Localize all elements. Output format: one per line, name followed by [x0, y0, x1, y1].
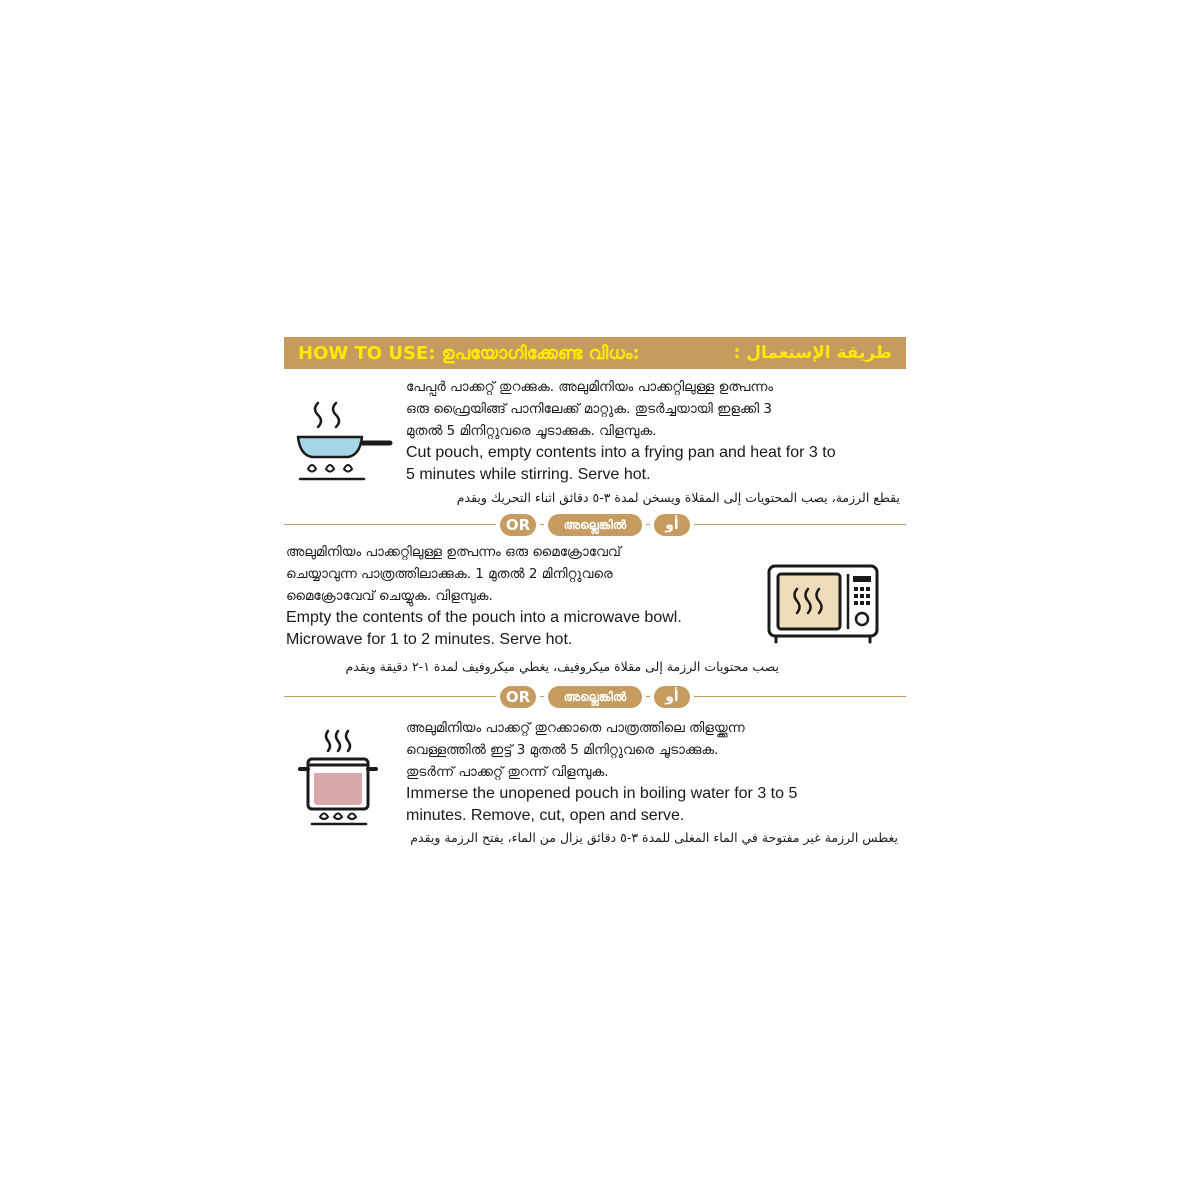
- method-1-en-line-2: 5 minutes while stirring. Serve hot.: [406, 466, 651, 483]
- or-pill-malayalam: അല്ലെങ്കിൽ: [548, 686, 642, 708]
- or-pill-arabic: أو: [654, 686, 690, 708]
- boiling-pot-icon: [294, 727, 384, 827]
- or-pill-malayalam: അല്ലെങ്കിൽ: [548, 514, 642, 536]
- method-2-ml-line-2: ചെയ്യാവുന്ന പാത്രത്തിലാക്കുക. 1 മുതൽ 2 മിനിറ്റുവരെ: [286, 566, 613, 582]
- method-1-text: [406, 376, 836, 486]
- header-title: HOW TO USE: ഉപയോഗിക്കേണ്ട വിധം:: [298, 342, 640, 364]
- method-2-arabic: يصب محتويات الرزمة إلى مقلاة ميكروفيف، يغطي ميكروفيف لمدة ١-٢ دقيقة ويقدم: [345, 659, 779, 674]
- or-pill-english: OR: [500, 514, 536, 536]
- method-1-ml-line-1: പേപ്പർ പാക്കറ്റ് തുറക്കുക. അലുമിനിയം പാക്കറ്റിലുള്ള ഉത്പന്നം: [406, 379, 774, 395]
- method-1-arabic: يقطع الرزمة، يصب المحتويات إلى المقلاة ويسخن لمدة ٣-٥ دقائق اثناء التحريك ويقدم: [456, 490, 900, 505]
- microwave-icon: [766, 563, 880, 645]
- method-2-ml-line-1: അലുമിനിയം പാക്കറ്റിലുള്ള ഉത്പന്നം ഒരു മൈക്രോവേവ്: [286, 544, 621, 560]
- method-1-ml-line-3: മുതൽ 5 മിനിറ്റുവരെ ചൂടാക്കുക. വിളമ്പുക.: [406, 423, 657, 439]
- method-3-ml-line-2: വെള്ളത്തിൽ ഇട്ട് 3 മുതൽ 5 മിനിറ്റുവരെ ചൂടാക്കുക.: [406, 742, 719, 758]
- method-2-ml-line-3: മൈക്രോവേവ് ചെയ്യുക. വിളമ്പുക.: [286, 588, 493, 604]
- method-3-ml-line-1: അലുമിനിയം പാക്കറ്റ് തുറക്കാതെ പാത്രത്തിലെ തിളയ്ക്കുന്ന: [406, 720, 745, 736]
- or-separator-2: [284, 686, 906, 708]
- or-pill-english: OR: [500, 686, 536, 708]
- method-2-text: [286, 541, 682, 651]
- method-1-ml-line-2: ഒരു ഫ്രൈയിങ്ങ് പാനിലേക്ക് മാറ്റുക. തുടർച്ചയായി ഇളക്കി 3: [406, 401, 772, 417]
- header-title-arabic: طريقة الإستعمال :: [733, 343, 892, 363]
- method-3-text: [406, 717, 797, 827]
- method-3-arabic: يغطس الرزمة غير مفتوحة في الماء المغلى للمدة ٣-٥ دقائق يزال من الماء، يفتح الرزمة ويقدم: [410, 830, 898, 845]
- method-1-en-line-1: Cut pouch, empty contents into a frying pan and heat for 3 to: [406, 444, 836, 461]
- how-to-use-header: [284, 337, 906, 369]
- or-pill-arabic: أو: [654, 514, 690, 536]
- method-2-en-line-1: Empty the contents of the pouch into a microwave bowl.: [286, 609, 682, 626]
- frying-pan-icon: [292, 399, 402, 489]
- method-3-en-line-1: Immerse the unopened pouch in boiling water for 3 to 5: [406, 785, 798, 802]
- method-3-ml-line-3: തുടർന്ന് പാക്കറ്റ് തുറന്ന് വിളമ്പുക.: [406, 764, 609, 780]
- or-separator-1: [284, 514, 906, 536]
- method-3-en-line-2: minutes. Remove, cut, open and serve.: [406, 807, 685, 824]
- method-2-en-line-2: Microwave for 1 to 2 minutes. Serve hot.: [286, 631, 573, 648]
- how-to-use-panel: [284, 337, 906, 877]
